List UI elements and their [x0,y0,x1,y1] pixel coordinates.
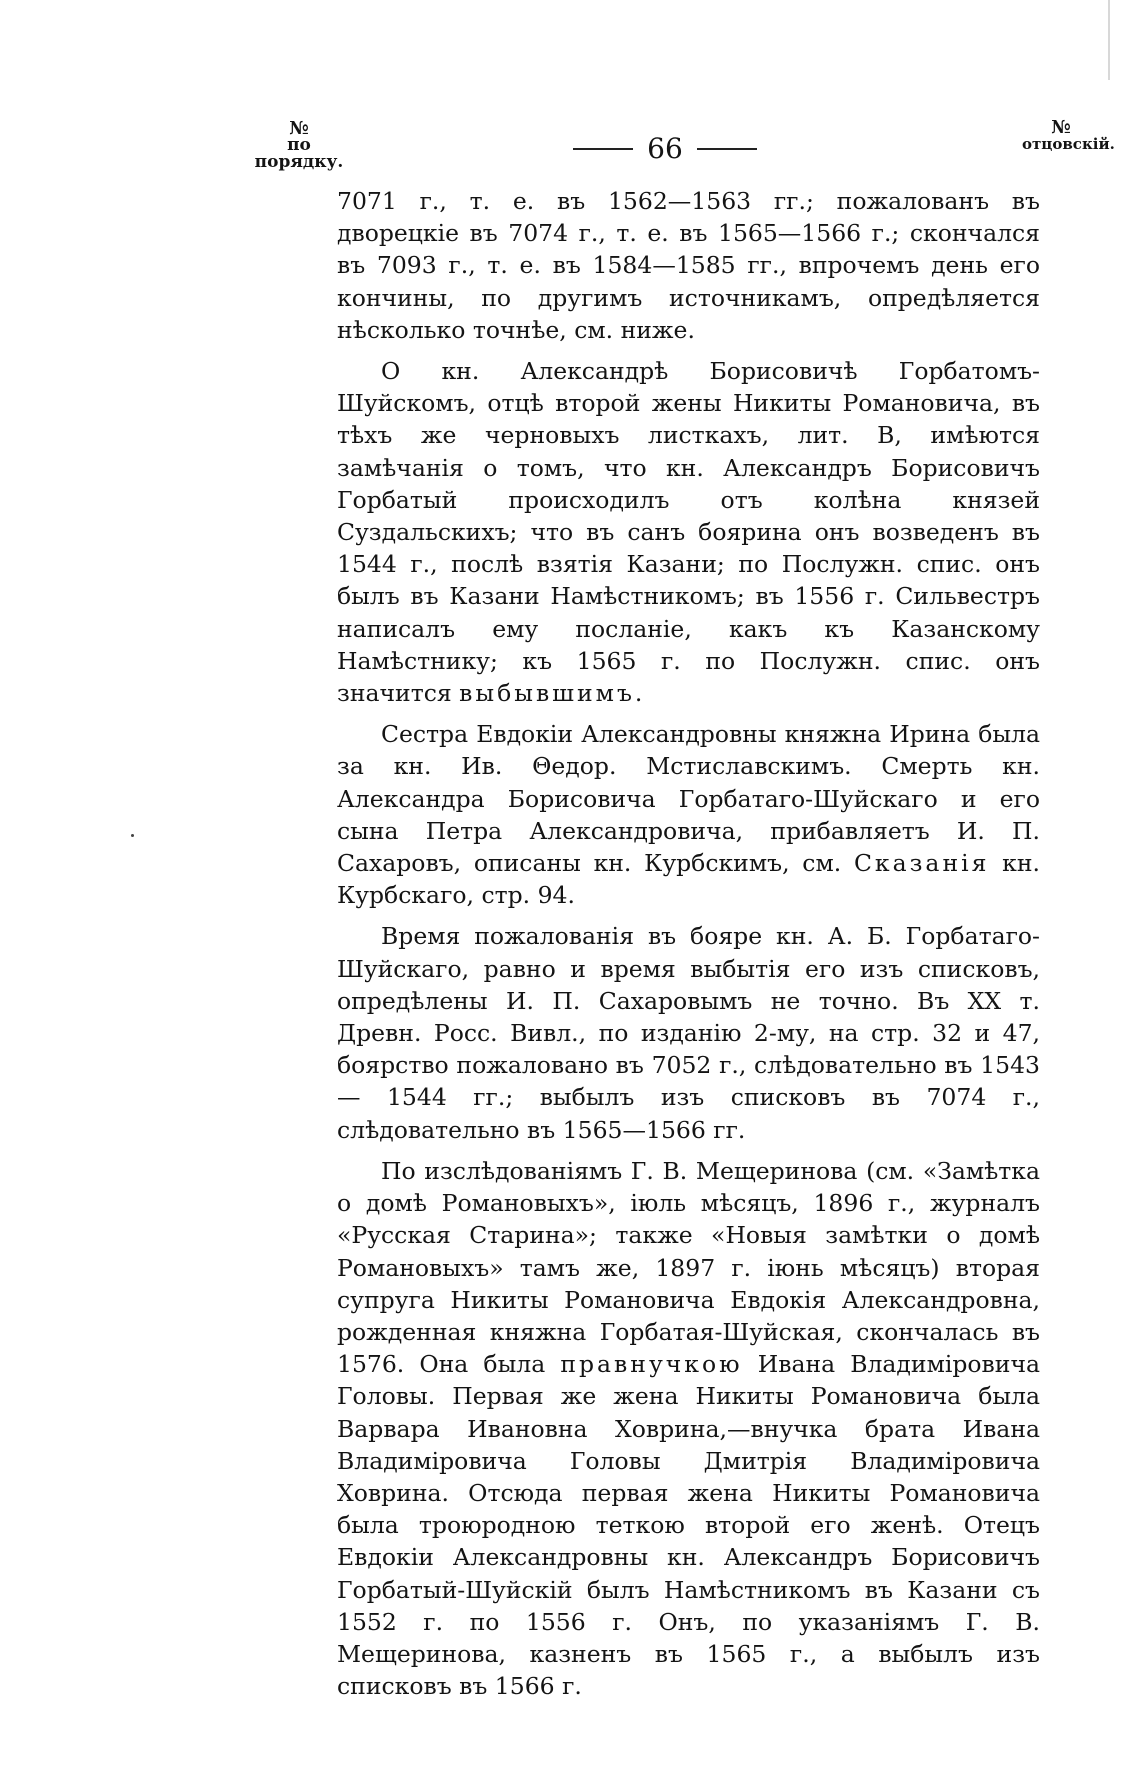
page-number: 66 [647,132,683,165]
header-right-symbol: № [1051,117,1071,138]
header-left-column-label [244,120,354,171]
body-text [337,185,1040,1702]
paragraph-5-end: Ивана Владиміровича Головы. Первая же жена Никиты Романовича была Варвара Ивановна Ховрина,—внучка брата Ивана Владиміровича Головы Дмитрія Владиміровича Ховрина. Отсюда первая жена Никиты Романовича была троюродною теткою второй его женѣ. Отецъ Евдокіи Александровны кн. Александръ Борисовичъ Горбатый-Шуйскій былъ Намѣстникомъ въ Казани съ 1552 г. по 1556 г. Онъ, по указаніямъ Г. В. Мещеринова, казненъ въ 1565 г., а выбылъ изъ списковъ въ 1566 г. [337,1350,1040,1701]
paragraph-1: 7071 г., т. е. въ 1562—1563 гг.; пожалованъ въ дворецкіе въ 7074 г., т. е. въ 1565—1566 г.; скончался въ 7093 г., т. е. въ 1584—1585 гг., впрочемъ день его кончины, по другимъ источникамъ, опредѣляется нѣсколько точнѣе, см. ниже. [337,187,1040,344]
page-number-rule-right [697,148,757,150]
paragraph-5-text: По изслѣдованіямъ Г. В. Мещеринова (см. «Замѣтка о домѣ Романовыхъ», іюль мѣсяцъ, 1896 г., журналъ «Русская Старина»; также «Новыя замѣтки о домѣ Романовыхъ» тамъ же, 1897 г. іюнь мѣсяцъ) вторая супруга Никиты Романовича Евдокія Александровна, рожденная княжна Горбатая-Шуйская, скончалась въ 1576. Она была [337,1156,1040,1379]
paragraph-3 [337,718,1040,911]
page-number-rule-left [573,148,633,150]
scan-speck [131,834,134,837]
paragraph-5 [337,1155,1040,1702]
paragraph-3-end: кн. Курбскаго, стр. 94. [337,849,1041,910]
paragraph-5-spaced-word: правнучкою [560,1350,743,1379]
paragraph-4: Время пожалованія въ бояре кн. А. Б. Горбатаго-Шуйскаго, равно и время выбытія его изъ списковъ, опредѣлены И. П. Сахаровымъ не точно. Въ XX т. Древн. Росс. Вивл., по изданію 2-му, на стр. 32 и 47, боярство пожаловано въ 7052 г., слѣдовательно въ 1543 — 1544 гг.; выбылъ изъ списковъ въ 7074 г., слѣдовательно въ 1565—1566 гг. [337,922,1040,1144]
paragraph-2-end: . [634,679,643,708]
paragraph-3-text: Сестра Евдокіи Александровны княжна Ирина была за кн. Ив. Θедор. Мстиславскимъ. Смерть кн. Александра Борисовича Горбатаго-Шуйскаго и его сына Петра Александровича, прибавляетъ И. П. Сахаровъ, описаны кн. Курбскимъ, см. [337,720,1040,878]
paragraph-3-spaced-word: Сказанія [853,849,990,878]
scan-edge-line [1108,0,1110,80]
header-right-label: отцовскій. [1022,135,1115,153]
page-number-row [560,134,770,164]
header-right-column-label [1022,117,1115,153]
paragraph-2-text: О кн. Александрѣ Борисовичѣ Горбатомъ-Шуйскомъ, отцѣ второй жены Никиты Романовича, въ тѣхъ же черновыхъ листкахъ, лит. В, имѣются замѣчанія о томъ, что кн. Александръ Борисовичъ Горбатый происходилъ отъ колѣна князей Суздальскихъ; что въ санъ боярина онъ возведенъ въ 1544 г., послѣ взятія Казани; по Послужн. спис. онъ былъ въ Казани Намѣстникомъ; въ 1556 г. Сильвестръ написалъ ему посланіе, какъ къ Казанскому Намѣстнику; къ 1565 г. по Послужн. спис. онъ значится [337,357,1040,708]
header-left-label: по порядку. [254,135,344,172]
paragraph-2 [337,355,1040,709]
paragraph-2-spaced-word: выбывшимъ [459,679,635,708]
header-left-symbol: № [289,118,309,139]
